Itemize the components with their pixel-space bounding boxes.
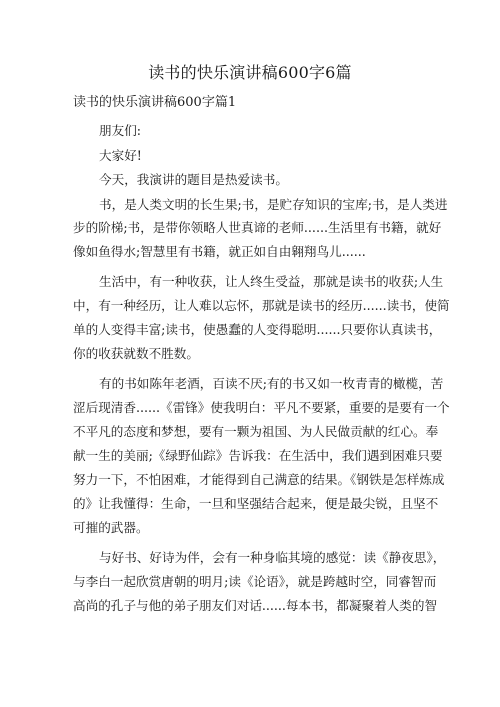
text-line-topic: 今天，我演讲的题目是热爱读书。 [99,172,288,187]
paragraph-line: 与好书、好诗为伴，会有一种身临其境的感觉：读《静夜思》， [99,550,446,565]
paragraph-line: 可摧的武器。 [73,520,149,535]
paragraph-line: 你的收获就数不胜数。 [73,346,199,361]
paragraph-line: 单的人变得丰富;读书，使愚蠢的人变得聪明......只要你认真读书， [73,322,442,337]
paragraph-line: 生活中，有一种收获，让人终生受益，那就是读书的收获;人生 [99,274,444,289]
text-line-hello: 大家好! [99,148,142,163]
document-title: 读书的快乐演讲稿600字6篇 [148,63,352,82]
section-heading: 读书的快乐演讲稿600字篇1 [73,95,237,110]
paragraph-line: 努力一下，不怕困难，才能得到自己满意的结果。《钢铁是怎样炼成 [73,472,445,487]
paragraph-line: 有的书如陈年老酒，百读不厌;有的书又如一枚青青的橄榄，苦 [99,376,444,391]
paragraph-line: 不平凡的态度和梦想，要有一颗为祖国、为人民做贡献的红心。奉 [73,424,439,439]
paragraph-line: 的》让我懂得：生命，一旦和坚强结合起来，便是最尖锐，且坚不 [73,496,439,511]
paragraph-line: 像如鱼得水;智慧里有书籍，就正如自由翱翔鸟儿...... [73,244,366,259]
paragraph-line: 与李白一起欣赏唐朝的明月;读《论语》，就是跨越时空，同睿智而 [73,574,437,589]
paragraph-line: 书，是人类文明的长生果;书，是贮存知识的宝库;书，是人类进 [99,197,448,212]
paragraph-line: 高尚的孔子与他的弟子朋友们对话......每本书，都凝聚着人类的智 [73,598,438,613]
paragraph-line: 献一生的美丽;《绿野仙踪》告诉我：在生活中，我们遇到困难只要 [73,448,443,463]
paragraph-line: 涩后现清香......《雷锋》使我明白：平凡不要紧，重要的是要有一个 [73,400,450,415]
text-line-greeting: 朋友们: [99,123,142,138]
paragraph-line: 中，有一种经历，让人难以忘怀，那就是读书的经历......读书，使简 [73,298,450,313]
paragraph-line: 步的阶梯;书，是带你领略人世真谛的老师......生活里有书籍，就好 [73,220,442,235]
